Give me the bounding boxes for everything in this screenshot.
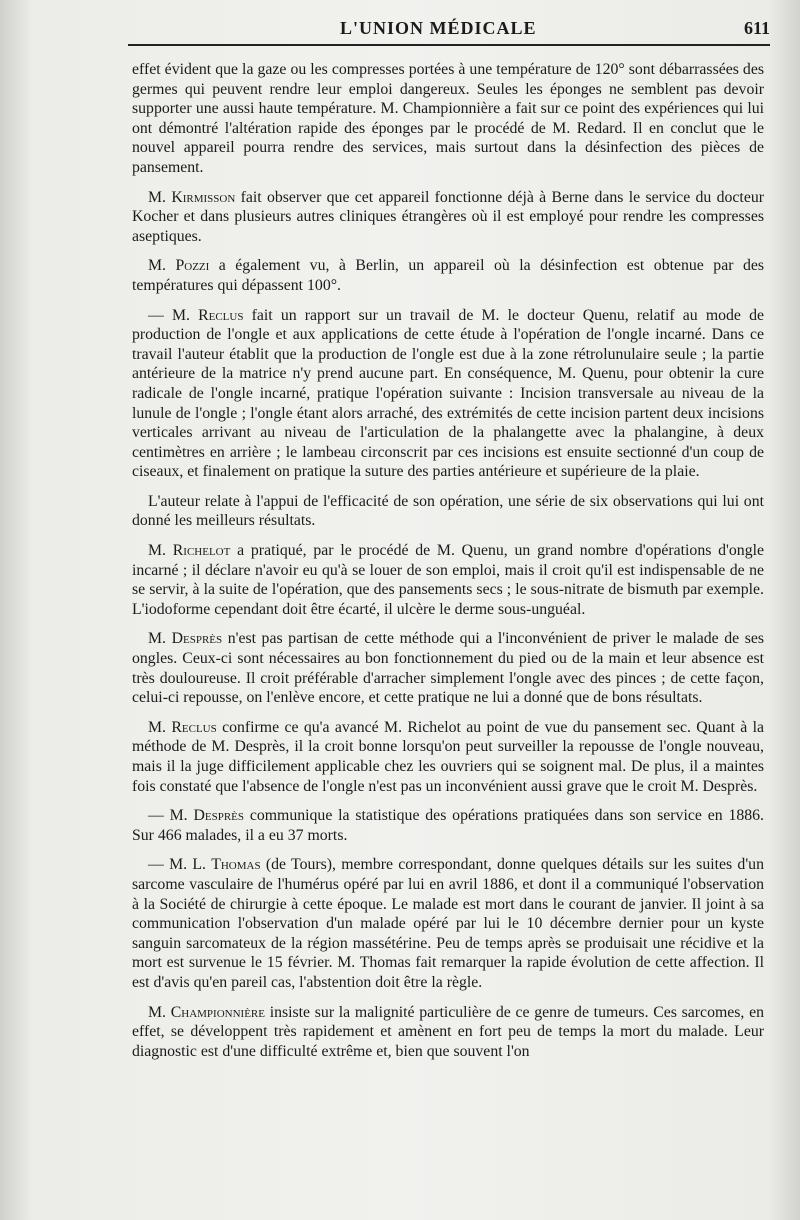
- paragraph: M. Kirmisson fait observer que cet appareil fonctionne déjà à Berne dans le service du docteur Kocher et dans plusieurs autres cliniques étrangères où il est employé pour rendre les compresses aseptiques.: [132, 188, 764, 245]
- paragraph: M. Pozzi a également vu, à Berlin, un appareil où la désinfection est obtenue par des températures qui dépassent 100°.: [132, 257, 764, 294]
- speaker-name: Reclus: [198, 306, 244, 324]
- paragraph: M. Reclus confirme ce qu'a avancé M. Richelot au point de vue du pansement sec. Quant à la méthode de M. Desprès, il la croit bonne lorsqu'on peut surveiller la repousse de l'ongle nouveau, mais il la juge difficilement applicable chez les ouvriers qui se soignent mal. De plus, il a maintes fois constaté que l'absence de l'ongle n'est pas un inconvénient aussi grave que le croit M. Desprès.: [132, 718, 764, 795]
- paragraph: — M. Reclus fait un rapport sur un travail de M. le docteur Quenu, relatif au mode de production de l'ongle et aux applications de cette étude à l'opération de l'ongle incarné. Dans ce travail l'auteur établit que la production de l'ongle est due à la zone rétrolunulaire seule ; la partie antérieure de la matrice n'y prend aucune part. En conséquence, M. Quenu, pour obtenir la cure radicale de l'ongle incarné, pratique l'opération suivante : Incision transversale au niveau de la lunule de l'ongle ; l'ongle étant alors arraché, des extrémités de cette incision partent deux incisions verticales arrivant au niveau de l'articulation de la phalangette avec la phalangine, à deux centimètres en arrière ; le lambeau circonscrit par ces incisions est ensuite sectionné d'un coup de ciseaux, et finalement on pratique la suture des parties antérieure et supérieure de la plaie.: [132, 306, 764, 481]
- speaker-name: Thomas: [211, 856, 261, 874]
- speaker-name: Championnière: [170, 1003, 265, 1021]
- paragraph: M. Desprès n'est pas partisan de cette méthode qui a l'inconvénient de priver le malade de ses ongles. Ceux-ci sont nécessaires au bon fonctionnement du pied ou de la main et leur absence est très douloureuse. Il croit préférable d'arracher simplement l'ongle avec des pinces ; de cette façon, celui-ci repousse, on l'enlève encore, et cette pratique ne lui a donné que de bons résultats.: [132, 630, 764, 707]
- paragraph: — M. L. Thomas (de Tours), membre correspondant, donne quelques détails sur les suites d'un sarcome vasculaire de l'humérus opéré par lui en avril 1886, et dont il a communiqué l'observation à la Société de chirurgie à cette époque. Le malade est mort dans le courant de janvier. Il joint à sa communication l'observation d'un malade opéré par lui le 10 décembre dernier pour un kyste sanguin sarcomateux de la région massétérine. Peu de temps après se produisait une récidive et la mort est survenue le 15 février. M. Thomas fait remarquer la rapide évolution de cette affection. Il est d'avis qu'en pareil cas, l'abstention doit être la règle.: [132, 856, 764, 991]
- page-number: 611: [743, 18, 770, 38]
- running-title: L'UNION MÉDICALE: [340, 18, 537, 38]
- speaker-name: Kirmisson: [171, 188, 236, 206]
- paragraph: effet évident que la gaze ou les compresses portées à une température de 120° sont débarrassées des germes qui peuvent rendre leur emploi dangereux. Seules les éponges ne semblent pas devoir supporter une aussi haute température. M. Championnière a fait sur ce point des expériences qui lui ont démontré l'altération rapide des éponges par le procédé de M. Redard. Il en conclut que le nouvel appareil pourra rendre des services, mais surtout dans la désinfection des pièces de pansement.: [132, 61, 764, 176]
- speaker-name: Richelot: [172, 542, 231, 560]
- page-header: [128, 16, 770, 46]
- speaker-name: Pozzi: [175, 257, 210, 275]
- paragraph: M. Richelot a pratiqué, par le procédé de M. Quenu, un grand nombre d'opérations d'ongle incarné ; il déclare n'avoir eu qu'à se louer de son emploi, mais il croit qu'il est indispensable de ne se servir, à la suite de l'opération, que des pansements secs ; le sous-nitrate de bismuth par exemple. L'iodoforme cependant doit être écarté, il ulcère le derme sous-unguéal.: [132, 542, 764, 618]
- body-text: [132, 60, 764, 1071]
- paragraph: — M. Desprès communique la statistique des opérations pratiquées dans son service en 1886. Sur 466 malades, il a eu 37 morts.: [132, 807, 764, 844]
- speaker-name: Desprès: [193, 807, 245, 825]
- speaker-name: Desprès: [171, 630, 223, 648]
- paragraph: L'auteur relate à l'appui de l'efficacité de son opération, une série de six observations qui lui ont donné les meilleurs résultats.: [132, 492, 764, 530]
- paragraph: M. Championnière insiste sur la malignité particulière de ce genre de tumeurs. Ces sarcomes, en effet, se développent très rapidement et amènent en fort peu de temps la mort du malade. Leur diagnostic est d'une difficulté extrême et, bien que souvent l'on: [132, 1003, 764, 1060]
- speaker-name: Reclus: [171, 718, 217, 736]
